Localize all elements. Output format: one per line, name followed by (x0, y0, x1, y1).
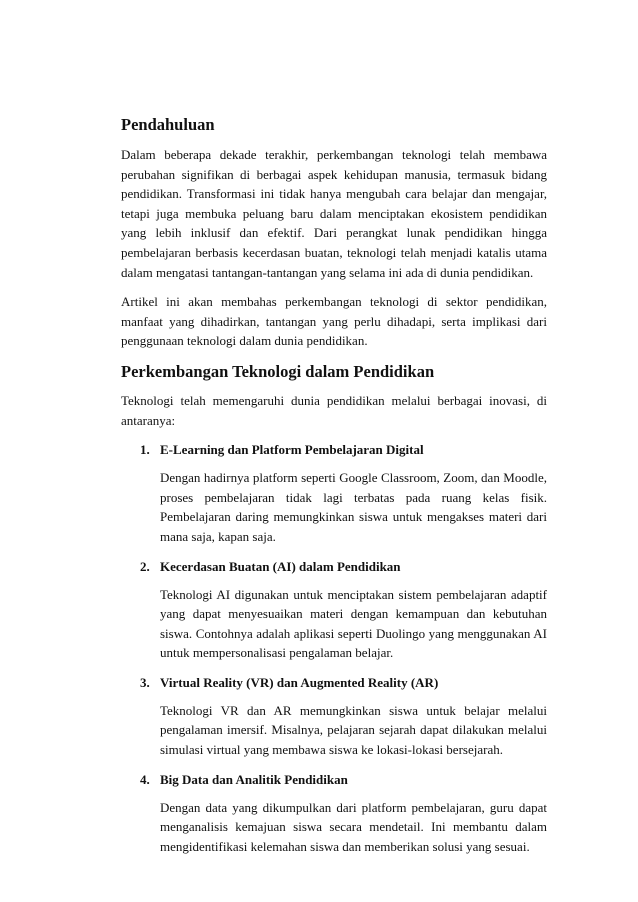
document-page (121, 114, 547, 866)
list-item-body: Dengan hadirnya platform seperti Google Classroom, Zoom, dan Moodle, proses pembelajaran tidak lagi terbatas pada ruang kelas fisik. Pembelajaran daring memungkinkan siswa untuk mengakses materi dari mana saja, kapan saja. (160, 470, 547, 544)
list-item-title: Kecerdasan Buatan (AI) dalam Pendidikan (160, 558, 401, 574)
intro-heading: Pendahuluan (121, 115, 215, 134)
list-item-number: 1. (140, 442, 150, 458)
list-item-body: Teknologi VR dan AR memungkinkan siswa untuk belajar melalui pengalaman imersif. Misalnya, pelajaran sejarah dapat dilakukan melalui simulasi virtual yang membawa siswa ke lokasi-lokasi bersejarah. (160, 702, 547, 758)
list-item-body: Teknologi AI digunakan untuk menciptakan sistem pembelajaran adaptif yang dapat menyesuaikan materi dengan kemampuan dan kebutuhan siswa. Contohnya adalah aplikasi seperti Duolingo yang menggunakan AI untuk mempersonalisasi pengalaman belajar. (160, 586, 547, 661)
development-lead: Teknologi telah memengaruhi dunia pendidikan melalui berbagai inovasi, di antaranya: (121, 392, 547, 428)
list-item-number: 3. (140, 674, 150, 690)
list-item (121, 673, 547, 760)
list-item-body: Dengan data yang dikumpulkan dari platform pembelajaran, guru dapat menganalisis kemajuan siswa secara mendetail. Ini membantu dalam mengidentifikasi kelemahan siswa dan memberikan solusi yang sesuai. (160, 799, 547, 854)
list-item-title: E-Learning dan Platform Pembelajaran Digital (160, 442, 424, 458)
list-item-number: 2. (140, 558, 150, 574)
list-item-number: 4. (140, 771, 150, 787)
development-heading: Perkembangan Teknologi dalam Pendidikan (121, 361, 435, 381)
innovation-list (121, 440, 547, 856)
list-item (121, 440, 547, 546)
list-item-title: Virtual Reality (VR) dan Augmented Reality (AR) (160, 674, 439, 690)
intro-paragraph-1: Dalam beberapa dekade terakhir, perkembangan teknologi telah membawa perubahan signifikan di berbagai aspek kehidupan manusia, termasuk bidang pendidikan. Transformasi ini tidak hanya mengubah cara belajar dan mengajar, tetapi juga membuka peluang baru dalam menciptakan ekosistem pendidikan yang lebih inklusif dan efektif. Dari perangkat lunak pendidikan hingga pembelajaran berbasis kecerdasan buatan, teknologi telah menjadi katalis utama dalam mengatasi tantangan-tantangan yang selama ini ada di dunia pendidikan. (121, 147, 547, 280)
list-item (121, 770, 547, 857)
intro-paragraph-2: Artikel ini akan membahas perkembangan teknologi di sektor pendidikan, manfaat yang dihadirkan, tantangan yang perlu dihadapi, serta implikasi dari penggunaan teknologi dalam dunia pendidikan. (121, 294, 547, 349)
list-item-title: Big Data dan Analitik Pendidikan (160, 771, 348, 787)
list-item (121, 557, 547, 663)
